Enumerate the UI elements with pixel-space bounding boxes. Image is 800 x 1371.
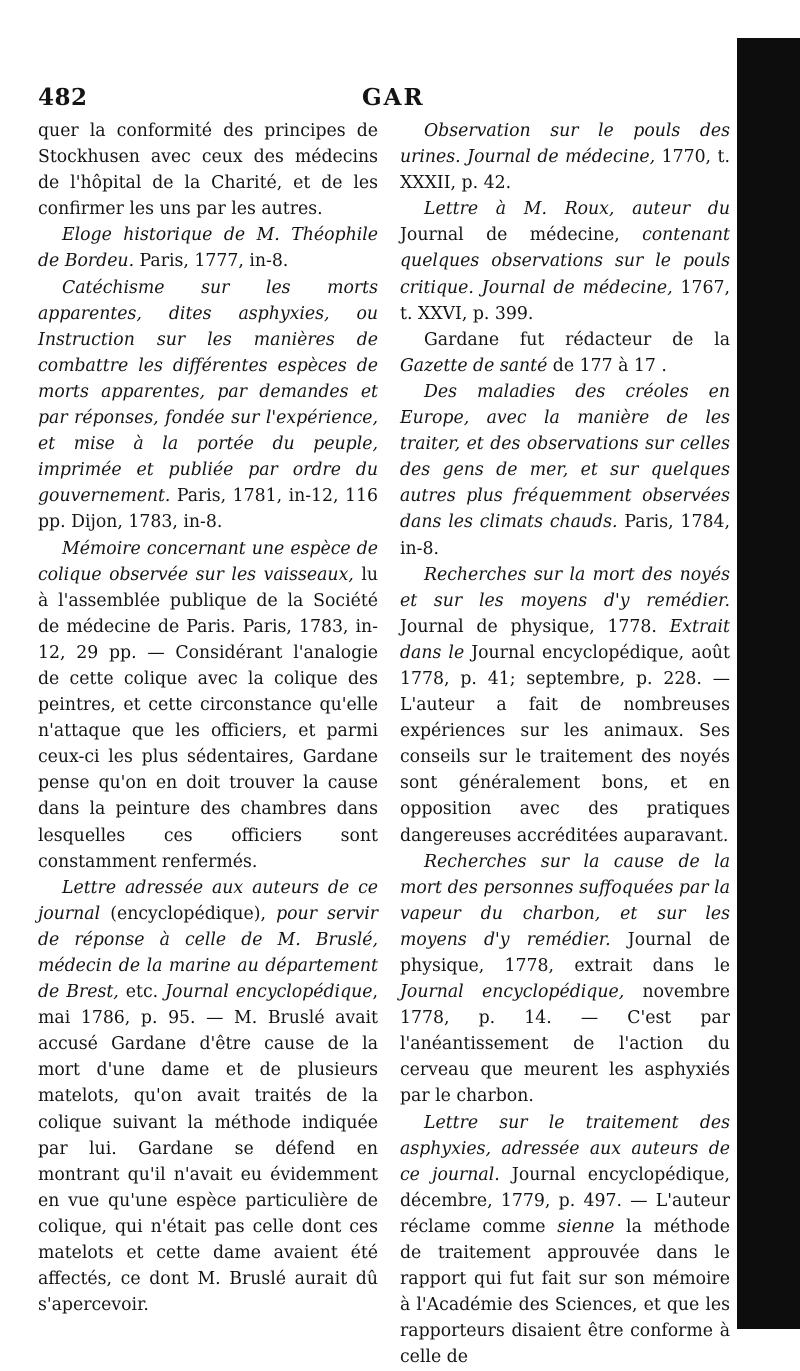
left-paragraph-2: Eloge historique de M. Théophile de Bordeu. Paris, 1777, in-8.	[38, 225, 378, 272]
right-paragraph-7: Lettre sur le traitement des asphyxies, adressée aux auteurs de ce journal. Journal encyclopédique, décembre, 1779, p. 497. — L'auteur réclame comme sienne la méthode de traitement approuvée dans le rapport qui fut fait sur son mémoire à l'Académie des Sciences, et que les rapporteurs disaient être conforme à celle de	[400, 1112, 730, 1368]
left-paragraph-3: Catéchisme sur les morts apparentes, dites asphyxies, ou Instruction sur les manières de combattre les différentes espèces de morts apparentes, par demandes et par réponses, fondée sur l'expérience, et mise à la portée du peuple, imprimée et publiée par ordre du gouvernement. Paris, 1781, in-12, 116 pp. Dijon, 1783, in-8.	[38, 277, 378, 533]
right-paragraph-3: Gardane fut rédacteur de la Gazette de santé de 177 à 17 .	[400, 329, 730, 376]
right-paragraph-2: Lettre à M. Roux, auteur du Journal de médecine, contenant quelques observations sur le pouls critique. Journal de médecine, 1767, t. XXVI, p. 399.	[400, 199, 731, 324]
right-paragraph-6: Recherches sur la cause de la mort des personnes suffoquées par la vapeur du charbon, et sur les moyens d'y remédier. Journal de physique, 1778, extrait dans le Journal encyclopédique, novembre 1778, p. 14. — C'est par l'anéantissement de l'action du cerveau que meurent les asphyxiés par le charbon.	[400, 851, 730, 1107]
right-paragraph-4: Des maladies des créoles en Europe, avec la manière de les traiter, et des observations sur celles des gens de mer, et sur quelques autres plus fréquemment observées dans les climats chauds. Paris, 1784, in-8.	[400, 381, 730, 559]
left-column	[38, 118, 378, 1318]
scan-edge-shadow	[737, 38, 800, 1329]
right-paragraph-1: Observation sur le pouls des urines. Journal de médecine, 1770, t. XXXII, p. 42.	[400, 121, 730, 194]
left-paragraph-4: Mémoire concernant une espèce de colique observée sur les vaisseaux, lu à l'assemblée publique de la Société de médecine de Paris. Paris, 1783, in-12, 29 pp. — Considérant l'analogie de cette colique avec la colique des peintres, et cette circonstance qu'elle n'attaque que les officiers, et parmi ceux-ci les plus sédentaires, Gardane pense qu'on en doit trouver la cause dans la peinture des chambres dans lesquelles ces officiers sont constamment renfermés.	[38, 538, 378, 872]
right-paragraph-5: Recherches sur la mort des noyés et sur les moyens d'y remédier. Journal de physique, 1778. Extrait dans le Journal encyclopédique, août 1778, p. 41; septembre, p. 228. — L'auteur a fait de nombreuses expériences sur les animaux. Ses conseils sur le traitement des noyés sont généralement bons, et en opposition avec des pratiques dangereuses accréditées auparavant.	[400, 564, 730, 846]
left-paragraph-5: Lettre adressée aux auteurs de ce journal (encyclopédique), pour servir de réponse à celle de M. Bruslé, médecin de la marine au département de Brest, etc. Journal encyclopédique, mai 1786, p. 95. — M. Bruslé avait accusé Gardane d'être cause de la mort d'une dame et de plusieurs matelots, qu'on avait traités de la colique suivant la méthode indiquée par lui. Gardane se défend en montrant qu'il n'avait eu évidemment en vue qu'une espèce particulière de colique, qui n'était pas celle dont ces matelots et cette dame avaient été affectés, ce dont M. Bruslé aurait dû s'apercevoir.	[38, 877, 378, 1316]
right-column	[400, 118, 730, 1371]
left-paragraph-1: quer la conformité des principes de Stockhusen avec ceux des médecins de l'hôpital de la Charité, et de les confirmer les uns par les autres.	[38, 121, 378, 220]
running-head: GAR	[362, 84, 425, 111]
page-number: 482	[38, 84, 88, 111]
